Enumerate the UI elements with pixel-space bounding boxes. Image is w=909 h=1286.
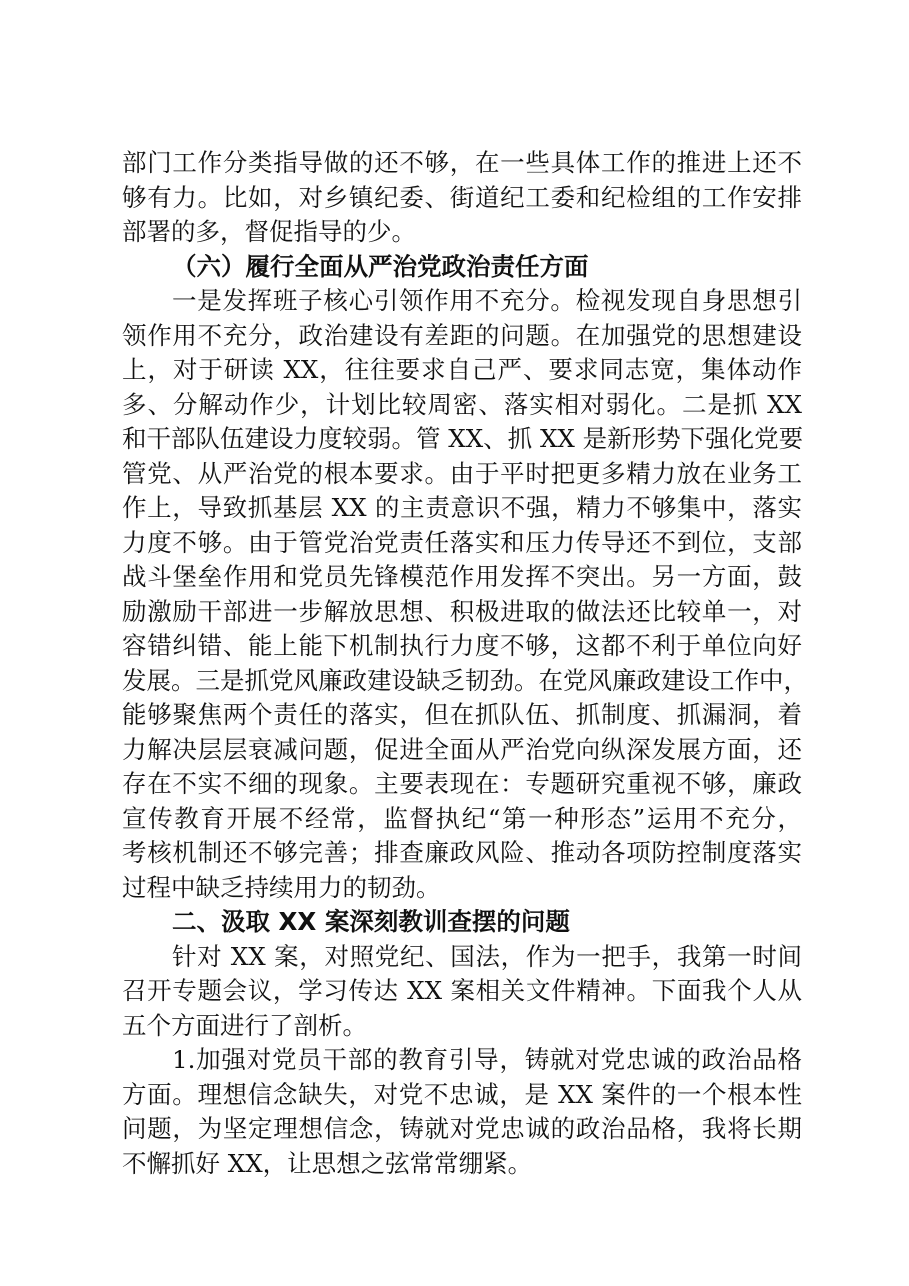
body-line: 问题，为坚定理想信念，铸就对党忠诚的政治品格，我将长期 [122,1114,802,1143]
body-line: 方面。理想信念缺失，对党不忠诚，是 XX 案件的一个根本性 [122,1079,802,1109]
body-line: 1.加强对党员干部的教育引导，铸就对党忠诚的政治品格 [172,1045,802,1074]
body-line: 不懈抓好 XX，让思想之弦常常绷紧。 [122,1148,533,1178]
body-line: 部署的多，督促指导的少。 [122,217,416,246]
body-line: 多、分解动作少，计划比较周密、落实相对弱化。二是抓 XX [122,389,802,419]
body-line: 管党、从严治党的根本要求。由于平时把更多精力放在业务工 [122,458,802,488]
body-line: 够有力。比如，对乡镇纪委、街道纪工委和纪检组的工作安排 [122,182,802,212]
body-line: 召开专题会议，学习传达 XX 案相关文件精神。下面我个人从 [122,976,802,1005]
body-line: 宣传教育开展不经常，监督执纪“第一种形态”运用不充分， [122,803,802,833]
body-line: 上，对于研读 XX，往往要求自己严、要求同志宽，集体动作 [122,355,802,384]
body-line: 力解决层层衰减问题，促进全面从严治党向纵深发展方面，还 [122,734,802,764]
body-line: 领作用不充分，政治建设有差距的问题。在加强党的思想建设 [122,320,802,350]
body-line: 作上，导致抓基层 XX 的主责意识不强，精力不够集中，落实 [122,493,802,522]
body-line: 过程中缺乏持续用力的韧劲。 [122,872,441,902]
section-subheading: （六）履行全面从严治党政治责任方面 [172,251,589,281]
body-line: 容错纠错、能上能下机制执行力度不够，这都不利于单位向好 [122,631,802,660]
body-line: 五个方面进行了剖析。 [122,1010,367,1040]
document-body [122,146,808,1181]
body-line: 针对 XX 案，对照党纪、国法，作为一把手，我第一时间 [172,941,802,971]
body-line: 力度不够。由于管党治党责任落实和压力传导还不到位，支部 [122,527,802,557]
body-line: 发展。三是抓党风廉政建设缺乏韧劲。在党风廉政建设工作中， [122,665,808,695]
body-line: 存在不实不细的现象。主要表现在：专题研究重视不够，廉政 [122,769,802,798]
body-line: 一是发挥班子核心引领作用不充分。检视发现自身思想引 [172,286,802,315]
body-line: 能够聚焦两个责任的落实，但在抓队伍、抓制度、抓漏洞，着 [122,700,802,729]
body-line: 考核机制还不够完善；排查廉政风险、推动各项防控制度落实 [122,838,802,867]
body-line: 部门工作分类指导做的还不够，在一些具体工作的推进上还不 [122,148,802,177]
body-line: 和干部队伍建设力度较弱。管 XX、抓 XX 是新形势下强化党要 [122,424,804,453]
section-heading: 二、汲取 XX 案深刻教训查摆的问题 [172,907,570,936]
body-line: 战斗堡垒作用和党员先锋模范作用发挥不突出。另一方面，鼓 [122,562,802,591]
body-line: 励激励干部进一步解放思想、积极进取的做法还比较单一，对 [122,596,802,626]
